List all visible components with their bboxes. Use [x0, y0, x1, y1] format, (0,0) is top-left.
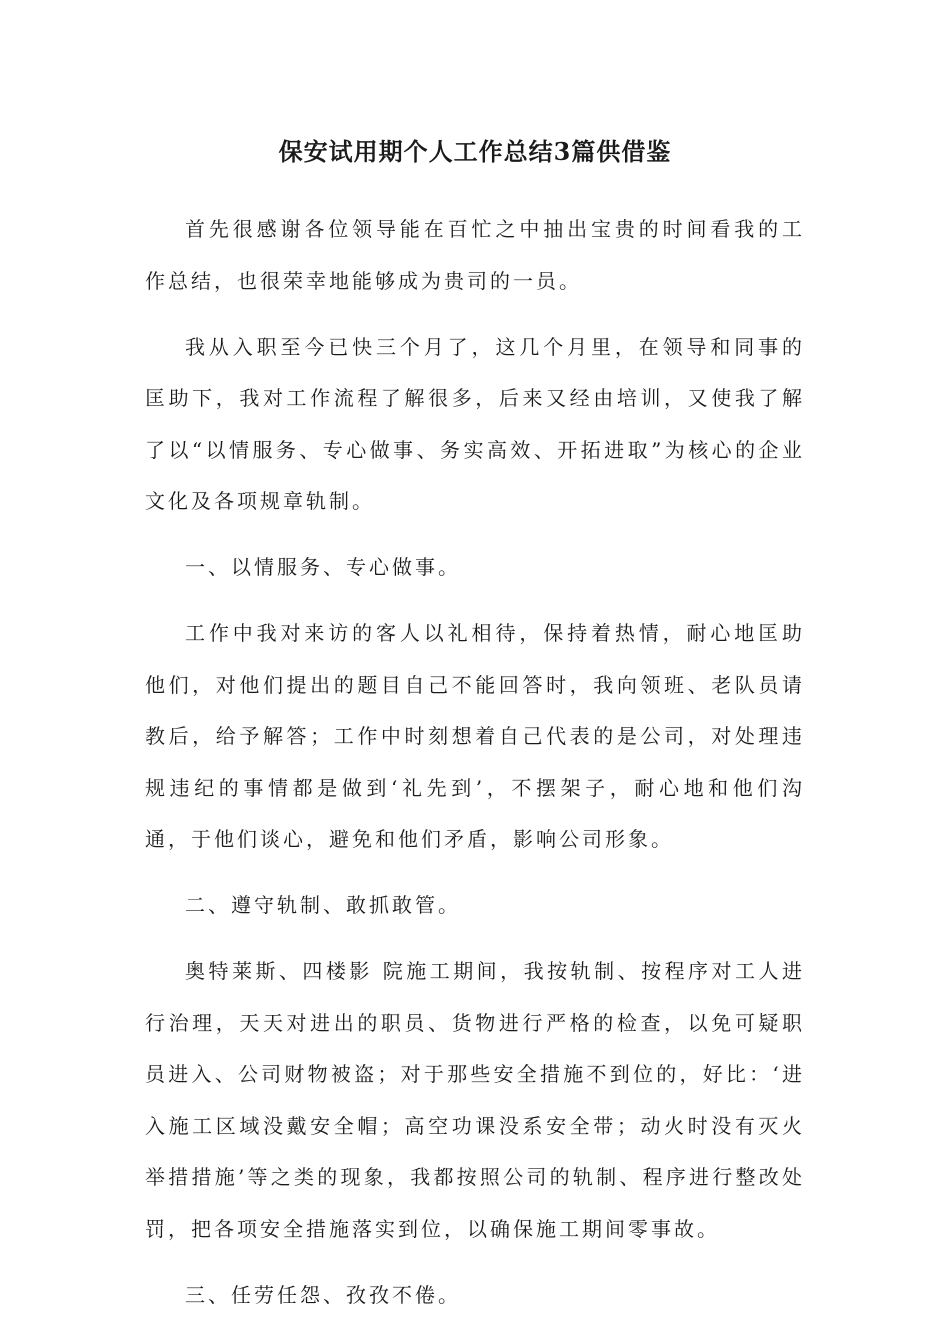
section-heading-2: 二、遵守轨制、敢抓敢管。: [185, 893, 461, 917]
section-heading-3: 三、任劳任怨、孜孜不倦。: [185, 1282, 461, 1307]
section-heading-1: 一、以情服务、专心做事。: [185, 555, 461, 579]
paragraph-background: 我从入职至今已快三个月了，这几个月里，在领导和同事的匡助下，我对工作流程了解很多，后来又经由培训，又使我了解了以“以情服务、专心做事、务实高效、开拓进取”为核心的企业文化及各项规章轨制。: [145, 334, 805, 513]
document-title: 保安试用期个人工作总结3篇供借鉴: [278, 137, 672, 166]
paragraph-service: 工作中我对来访的客人以礼相待，保持着热情，耐心地匡助他们，对他们提出的题目自己不能回答时，我向领班、老队员请教后，给予解答；工作中时刻想着自己代表的是公司，对处理违规违纪的事情都是做到‘礼先到’，不摆架子，耐心地和他们沟通，于他们谈心，避免和他们矛盾，影响公司形象。: [145, 621, 805, 851]
paragraph-intro: 首先很感谢各位领导能在百忙之中抽出宝贵的时间看我的工作总结，也很荣幸地能够成为贵司的一员。: [145, 217, 805, 293]
document-body: [145, 204, 805, 1336]
paragraph-rules: 奥特莱斯、四楼影 院施工期间，我按轨制、按程序对工人进行治理，天天对进出的职员、货物进行严格的检查，以免可疑职员进入、公司财物被盗；对于那些安全措施不到位的，好比：‘进入施工区域没戴安全帽；高空功课没系安全带；动火时没有灭火举措措施’等之类的现象，我都按照公司的轨制、程序进行整改处罚，把各项安全措施落实到位，以确保施工期间零事故。: [145, 959, 805, 1241]
